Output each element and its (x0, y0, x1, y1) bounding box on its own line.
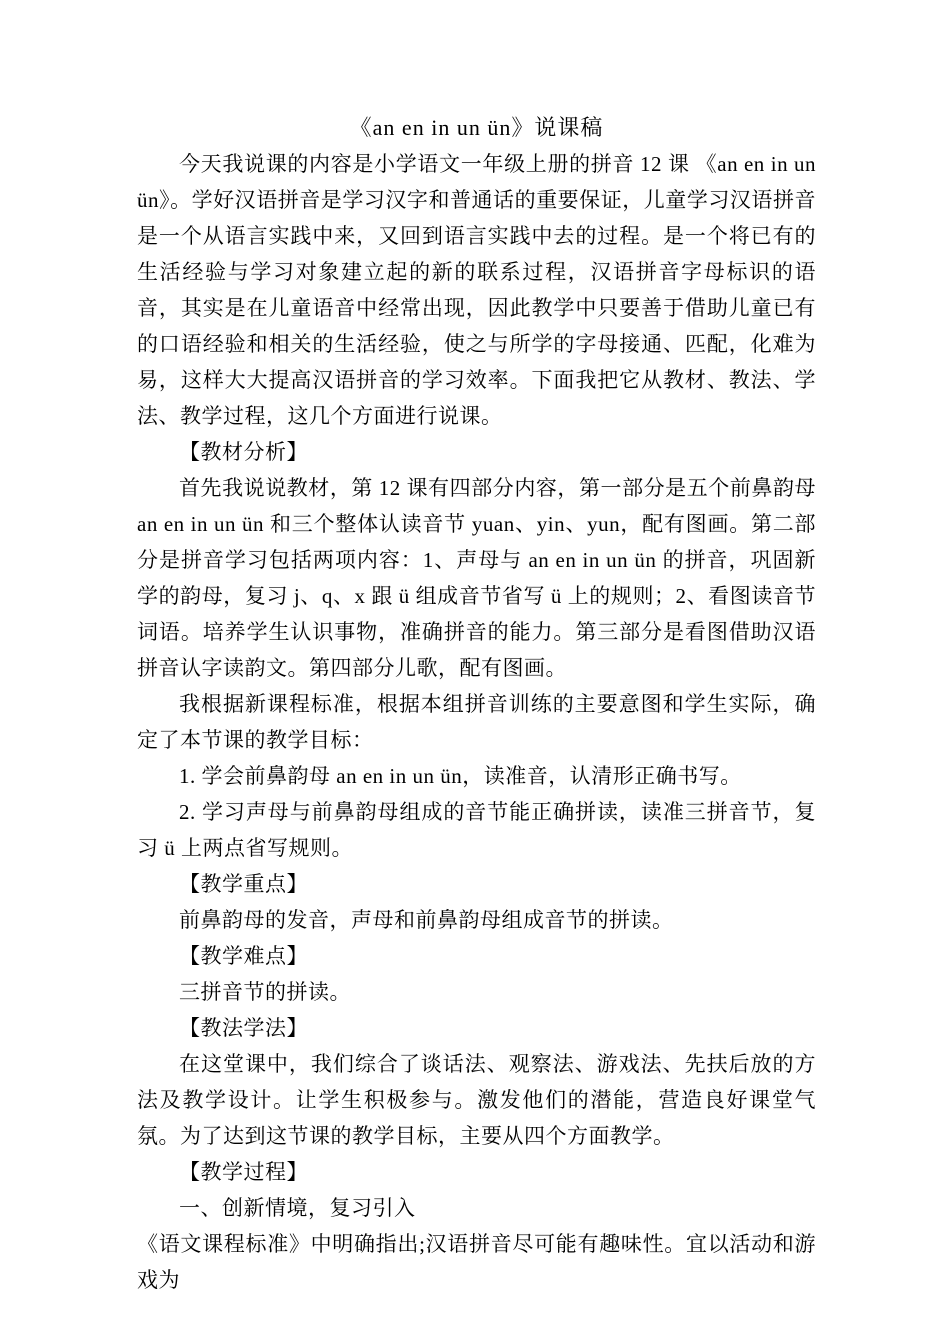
section-heading-teaching-focus: 【教学重点】 (179, 872, 308, 896)
paragraph-goal-1: 1. 学会前鼻韵母 an en in un ün，读准音，认清形正确书写。 (179, 764, 742, 788)
section-heading-teaching-difficulty: 【教学难点】 (179, 944, 308, 968)
paragraph-intro: 今天我说课的内容是小学语文一年级上册的拼音 12 课 《an en in un ün》。学好汉语拼音是学习汉字和普通话的重要保证，儿童学习汉语拼音是一个从语言实践中来，又回到语言实践中去的过程。是一个将已有的生活经验与学习对象建立起的新的联系过程，汉语拼音字母标识的语音，其实是在儿童语音中经常出现，因此教学中只要善于借助儿童已有的口语经验和相关的生活经验，使之与所学的字母接通、匹配，化难为易，这样大大提高汉语拼音的学习效率。下面我把它从教材、教法、学法、教学过程，这几个方面进行说课。 (137, 152, 816, 428)
section-heading-material-analysis: 【教材分析】 (179, 440, 308, 464)
paragraph-teaching-focus: 前鼻韵母的发音，声母和前鼻韵母组成音节的拼读。 (179, 908, 674, 932)
paragraph-goal-2: 2. 学习声母与前鼻韵母组成的音节能正确拼读，读准三拼音节，复习 ü 上两点省写规则。 (137, 800, 816, 860)
document-body (137, 110, 816, 1298)
section-heading-teaching-process: 【教学过程】 (179, 1160, 308, 1184)
section-heading-teaching-methods: 【教法学法】 (179, 1016, 308, 1040)
document-title: 《an en in un ün》说课稿 (349, 115, 604, 140)
paragraph-material-overview: 首先我说说教材，第 12 课有四部分内容，第一部分是五个前鼻韵母 an en in un ün 和三个整体认读音节 yuan、yin、yun，配有图画。第二部分是拼音学习包括两项内容：1、声母与 an en in un ün 的拼音，巩固新学的韵母，复习 j、q、x 跟 ü 组成音节省写 ü 上的规则；2、看图读音节词语。培养学生认识事物，准确拼音的能力。第三部分是看图借助汉语拼音认字读韵文。第四部分儿歌，配有图画。 (137, 476, 816, 680)
paragraph-teaching-methods: 在这堂课中，我们综合了谈话法、观察法、游戏法、先扶后放的方法及教学设计。让学生积极参与。激发他们的潜能，营造良好课堂气氛。为了达到这节课的教学目标，主要从四个方面教学。 (137, 1052, 816, 1148)
paragraph-teaching-goals-lead: 我根据新课程标准，根据本组拼音训练的主要意图和学生实际，确定了本节课的教学目标： (137, 692, 816, 752)
paragraph-step-one-heading: 一、创新情境，复习引入 (179, 1196, 416, 1220)
paragraph-curriculum-standard-quote: 《语文课程标准》中明确指出;汉语拼音尽可能有趣味性。宜以活动和游戏为 (137, 1232, 816, 1292)
paragraph-teaching-difficulty: 三拼音节的拼读。 (179, 980, 351, 1004)
